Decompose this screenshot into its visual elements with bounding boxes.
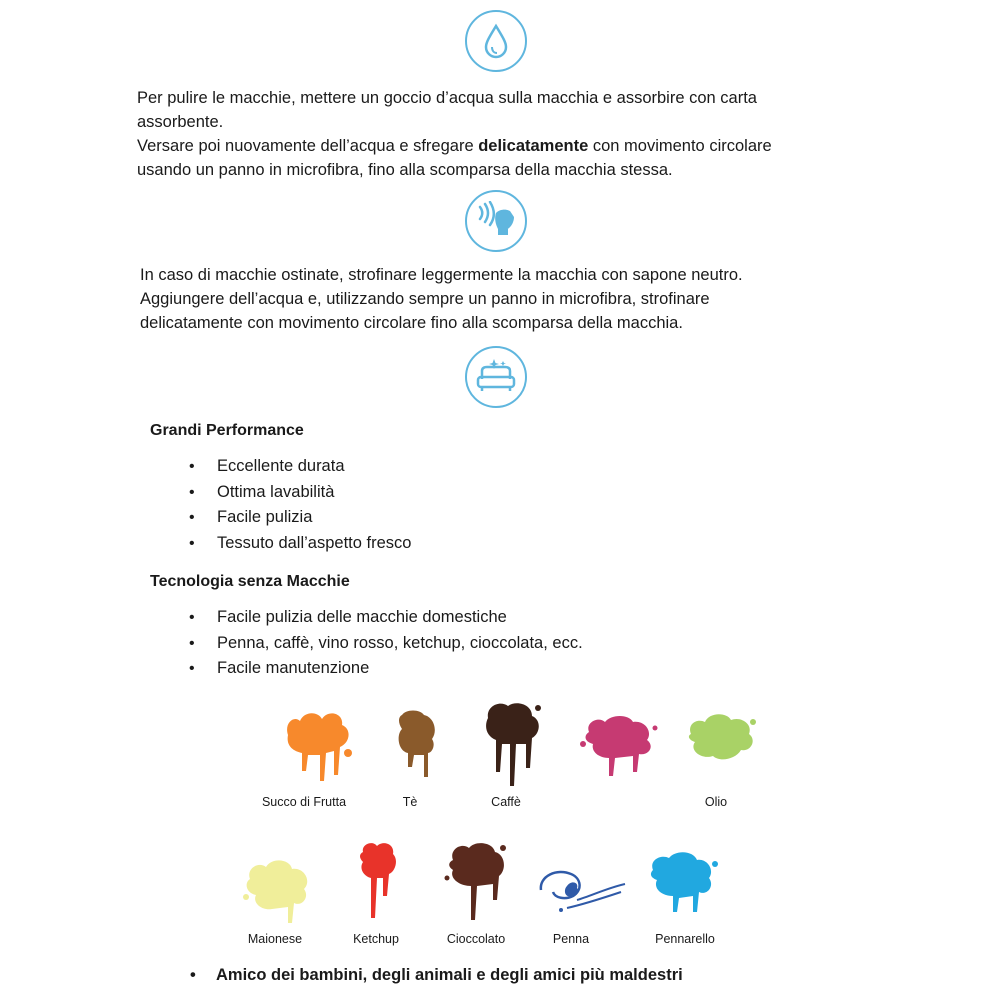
- stain-pennarello: [645, 848, 720, 923]
- stain-vino-rosso: [575, 708, 660, 783]
- stain-caffe: [480, 698, 545, 795]
- hand-wipe-icon: [465, 190, 527, 252]
- stain-label: Olio: [704, 795, 728, 809]
- stain-label: Ketchup: [353, 932, 399, 946]
- stain-label: Caffè: [491, 795, 521, 809]
- instruction-paragraph-1: [137, 86, 877, 182]
- list-item: • Eccellente durata: [189, 454, 411, 480]
- stain-succo-di-frutta: [278, 705, 358, 790]
- sofa-clean-icon: [465, 346, 527, 408]
- instruction-paragraph-2: [140, 263, 880, 335]
- para2-line3: delicatamente con movimento circolare fino alla scomparsa della macchia.: [140, 314, 683, 332]
- section-title-tecnologia: Tecnologia senza Macchie: [150, 573, 350, 590]
- stain-label: Penna: [552, 932, 590, 946]
- stain-label: Maionese: [247, 932, 303, 946]
- para1-line3-post: con movimento circolare: [588, 137, 772, 155]
- para2-line2: Aggiungere dell’acqua e, utilizzando sempre un panno in microfibra, strofinare: [140, 290, 710, 308]
- stain-olio: [683, 708, 758, 773]
- stain-cioccolato: [443, 838, 508, 928]
- list-item: • Ottima lavabilità: [189, 480, 411, 506]
- stain-te: [390, 705, 445, 790]
- stain-penna: [537, 864, 627, 924]
- stain-ketchup: [355, 838, 400, 928]
- para1-line3-bold: delicatamente: [478, 137, 589, 155]
- list-item: • Facile pulizia delle macchie domestiche: [189, 605, 583, 631]
- para1-line2: assorbente.: [137, 113, 224, 131]
- list-item: • Facile manutenzione: [189, 656, 583, 682]
- list-item: • Tessuto dall’aspetto fresco: [189, 531, 411, 557]
- para1-line3-pre: Versare poi nuovamente dell’acqua e sfregare: [137, 137, 479, 155]
- water-drop-icon: [465, 10, 527, 72]
- technology-list: [189, 605, 583, 682]
- stain-label: Cioccolato: [446, 932, 506, 946]
- section-title-grandi-performance: Grandi Performance: [150, 422, 304, 439]
- stain-label: Tè: [402, 795, 418, 809]
- final-bullet: [190, 966, 683, 985]
- final-bullet-text: Amico dei bambini, degli animali e degli amici più maldestri: [216, 966, 683, 984]
- list-item: • Penna, caffè, vino rosso, ketchup, cioccolata, ecc.: [189, 631, 583, 657]
- stain-maionese: [240, 853, 320, 933]
- performance-list: [189, 454, 411, 556]
- para2-line1: In caso di macchie ostinate, strofinare leggermente la macchia con sapone neutro.: [140, 266, 743, 284]
- list-item: • Facile pulizia: [189, 505, 411, 531]
- para1-line4: usando un panno in microfibra, fino alla scomparsa della macchia stessa.: [137, 161, 673, 179]
- stain-label: Pennarello: [655, 932, 715, 946]
- para1-line1: Per pulire le macchie, mettere un goccio d’acqua sulla macchia e assorbire con carta: [137, 89, 757, 107]
- stain-label: Succo di Frutta: [261, 795, 347, 809]
